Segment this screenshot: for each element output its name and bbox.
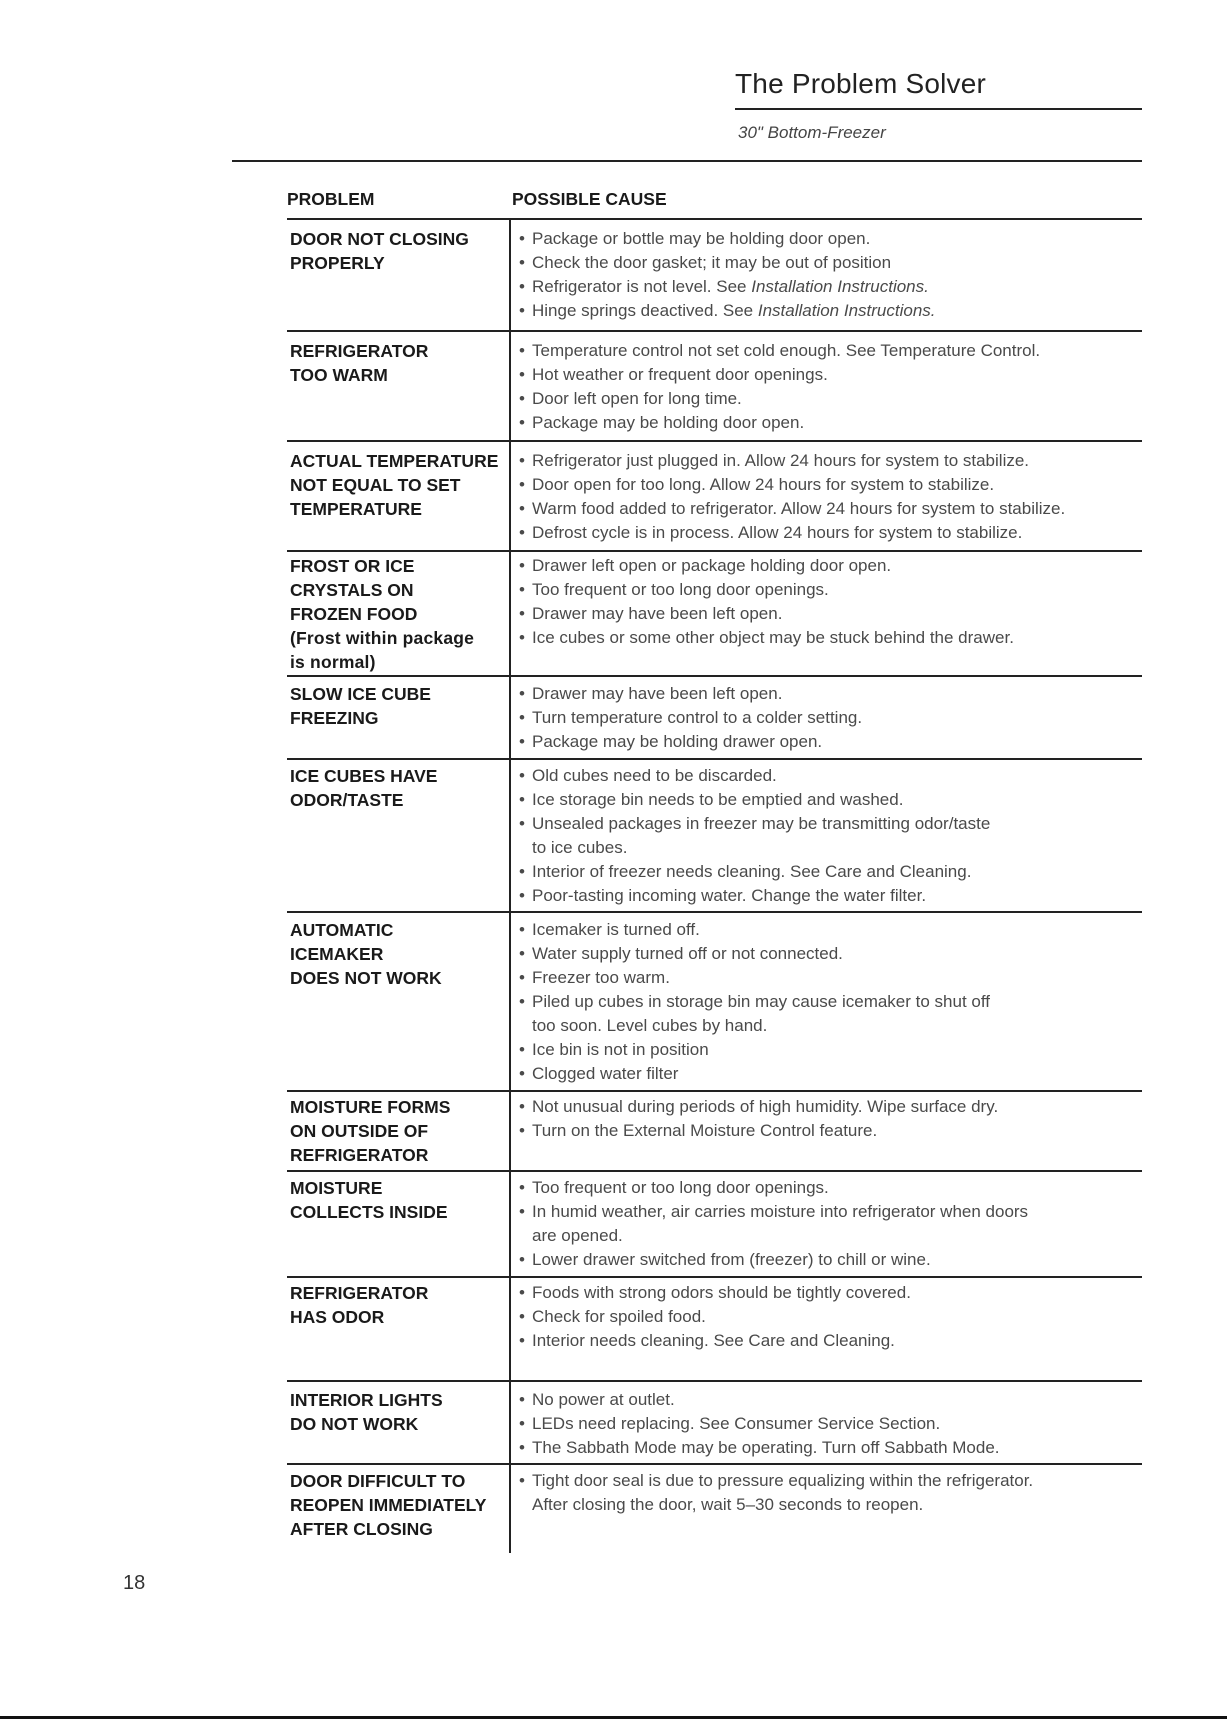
cause-item: • Package or bottle may be holding door open. [519,227,1142,251]
cause-cell [511,220,1142,330]
cause-cell [511,442,1142,550]
problem-cell [287,1465,511,1553]
cause-item [519,299,1142,323]
cause-cell [511,552,1142,675]
problem-cell [287,552,511,675]
problem-cell [287,1092,511,1170]
cause-item: • Warm food added to refrigerator. Allow 24 hours for system to stabilize. [519,497,1142,521]
cause-item: • Hot weather or frequent door openings. [519,363,1142,387]
header-rule [232,160,1142,162]
cause-item [519,275,1142,299]
cause-item: • Package may be holding door open. [519,411,1142,435]
table-row [287,442,1142,552]
problem-note: is normal) [290,652,376,672]
cause-item: • Turn temperature control to a colder setting. [519,706,1142,730]
cause-cell [511,332,1142,440]
cause-cell [511,1278,1142,1380]
table-row [287,1172,1142,1278]
problem-cell [287,1172,511,1276]
problem-text: ON OUTSIDE OF [290,1121,429,1141]
ref-punctuation: . [924,277,929,296]
problem-cell [287,1382,511,1463]
cause-item: • Package may be holding drawer open. [519,730,1142,754]
cause-item: • Defrost cycle is in process. Allow 24 hours for system to stabilize. [519,521,1142,545]
problem-text: TEMPERATURE [290,499,422,519]
cause-item: • Ice cubes or some other object may be stuck behind the drawer. [519,626,1142,650]
problem-text: REFRIGERATOR [290,1283,429,1303]
problem-text: REFRIGERATOR [290,1145,429,1165]
problem-text: SLOW ICE CUBE [290,684,431,704]
problem-text: MOISTURE [290,1178,383,1198]
installation-instructions-ref: Installation Instructions [757,301,931,320]
table-row [287,677,1142,760]
cause-item: • Unsealed packages in freezer may be transmitting odor/taste [519,812,1142,836]
cause-item: • Piled up cubes in storage bin may cause icemaker to shut off [519,990,1142,1014]
problem-text: CRYSTALS ON [290,580,414,600]
cause-item: • Too frequent or too long door openings. [519,578,1142,602]
cause-item: • LEDs need replacing. See Consumer Service Section. [519,1412,1142,1436]
problem-cell [287,220,511,330]
problem-text: ODOR/TASTE [290,790,404,810]
table-row [287,552,1142,677]
cause-item: • Drawer left open or package holding door open. [519,554,1142,578]
problem-text: HAS ODOR [290,1307,385,1327]
cause-item: • No power at outlet. [519,1388,1142,1412]
cause-item: • Old cubes need to be discarded. [519,764,1142,788]
problem-text: DOES NOT WORK [290,968,442,988]
cause-item: • Interior of freezer needs cleaning. See Care and Cleaning. [519,860,1142,884]
problem-note: (Frost within package [290,628,475,648]
table-row [287,760,1142,913]
cause-item: • Too frequent or too long door openings. [519,1176,1142,1200]
cause-item: • Drawer may have been left open. [519,602,1142,626]
problem-text: PROPERLY [290,253,385,273]
troubleshooting-table [287,188,1142,1553]
cause-item: • Poor-tasting incoming water. Change the water filter. [519,884,1142,908]
problem-text: REOPEN IMMEDIATELY [290,1495,487,1515]
table-row [287,1382,1142,1465]
cause-cell [511,677,1142,758]
problem-text: NOT EQUAL TO SET [290,475,461,495]
table-row [287,1465,1142,1553]
problem-text: DOOR DIFFICULT TO [290,1471,466,1491]
cause-cell [511,760,1142,911]
ref-punctuation: . [930,301,936,320]
table-row [287,332,1142,442]
cause-item: • Icemaker is turned off. [519,918,1142,942]
problem-text: TOO WARM [290,365,388,385]
cause-item: • Lower drawer switched from (freezer) to chill or wine. [519,1248,1142,1272]
cause-item: • Door left open for long time. [519,387,1142,411]
cause-item: • The Sabbath Mode may be operating. Turn off Sabbath Mode. [519,1436,1142,1460]
problem-cell [287,332,511,440]
problem-cell [287,677,511,758]
table-row [287,1278,1142,1382]
page-number: 18 [123,1572,146,1594]
cause-text: Refrigerator is not level. See [532,277,752,296]
cause-cell [511,1465,1142,1553]
cause-item: • Not unusual during periods of high humidity. Wipe surface dry. [519,1095,1142,1119]
cause-continuation: are opened. [532,1226,623,1245]
cause-item: • Freezer too warm. [519,966,1142,990]
cause-item: • Check for spoiled food. [519,1305,1142,1329]
problem-text: ICE CUBES HAVE [290,766,438,786]
problem-cell [287,442,511,550]
cause-item: • In humid weather, air carries moisture into refrigerator when doors [519,1200,1142,1224]
problem-text: ACTUAL TEMPERATURE [290,451,499,471]
problem-cell [287,760,511,911]
cause-item: • Check the door gasket; it may be out of position [519,251,1142,275]
column-header-problem: PROBLEM [287,189,375,209]
cause-item: • Door open for too long. Allow 24 hours for system to stabilize. [519,473,1142,497]
table-row [287,913,1142,1092]
table-header [287,188,1142,220]
cause-cell [511,913,1142,1090]
cause-item: • Clogged water filter [519,1062,1142,1086]
problem-text: ICEMAKER [290,944,384,964]
cause-item: • Foods with strong odors should be tightly covered. [519,1281,1142,1305]
cause-cell [511,1092,1142,1170]
problem-text: FROZEN FOOD [290,604,418,624]
problem-text: DOOR NOT CLOSING [290,229,469,249]
cause-item: • Ice bin is not in position [519,1038,1142,1062]
problem-text: FROST OR ICE [290,556,415,576]
problem-cell [287,1278,511,1380]
problem-text: FREEZING [290,708,379,728]
problem-text: COLLECTS INSIDE [290,1202,448,1222]
cause-cell [511,1382,1142,1463]
problem-text: REFRIGERATOR [290,341,429,361]
cause-continuation: too soon. Level cubes by hand. [532,1016,768,1035]
cause-item: • Temperature control not set cold enough. See Temperature Control. [519,339,1142,363]
problem-text: MOISTURE FORMS [290,1097,451,1117]
title-rule [735,108,1142,110]
problem-cell [287,913,511,1090]
table-row [287,220,1142,332]
problem-text: AUTOMATIC [290,920,394,940]
cause-cell [511,1172,1142,1276]
problem-text: DO NOT WORK [290,1414,419,1434]
table-row [287,1092,1142,1172]
cause-continuation: to ice cubes. [532,838,628,857]
cause-item: • Refrigerator just plugged in. Allow 24 hours for system to stabilize. [519,449,1142,473]
cause-item: • Turn on the External Moisture Control feature. [519,1119,1142,1143]
cause-item: • Ice storage bin needs to be emptied and washed. [519,788,1142,812]
problem-text: INTERIOR LIGHTS [290,1390,443,1410]
problem-text: AFTER CLOSING [290,1519,433,1539]
page-subtitle: 30" Bottom-Freezer [738,123,886,142]
cause-item: • Interior needs cleaning. See Care and Cleaning. [519,1329,1142,1353]
page-title: The Problem Solver [735,68,987,99]
cause-text: Hinge springs deactived. See [532,301,758,320]
cause-continuation: After closing the door, wait 5–30 seconds to reopen. [532,1495,924,1514]
cause-item: • Water supply turned off or not connected. [519,942,1142,966]
cause-item: • Drawer may have been left open. [519,682,1142,706]
installation-instructions-ref: Installation Instructions [751,277,925,296]
bottom-edge-rule [0,1716,1227,1719]
column-header-cause: POSSIBLE CAUSE [512,189,667,209]
cause-item: • Tight door seal is due to pressure equalizing within the refrigerator. [519,1469,1142,1493]
